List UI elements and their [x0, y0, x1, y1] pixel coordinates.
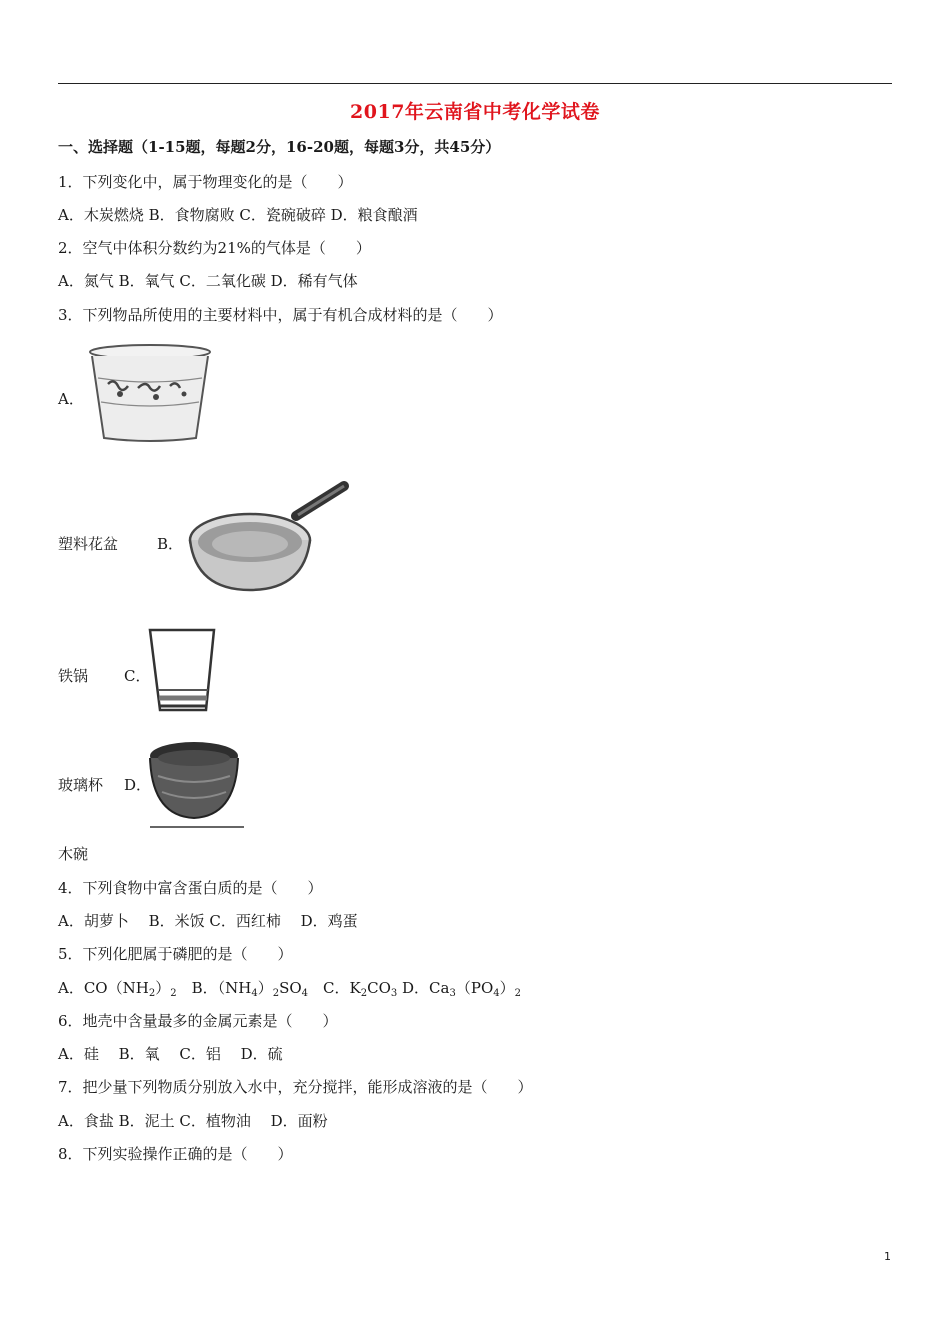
wok-image: [184, 478, 352, 596]
option-c-caption: 玻璃杯: [58, 776, 104, 794]
question-6-stem: 6．地壳中含量最多的金属元素是（ ）: [58, 1012, 338, 1030]
question-5-options: A．$CO(NH_2)_2$ B．$(NH_4)_2SO_4$ C．$K_2CO_3$ D．$Ca_3(PO_4)_2$: [58, 979, 522, 999]
page-title: 2017年云南省中考化学试卷: [350, 101, 600, 123]
question-7-options: A．食盐 B．泥土 C．植物油 D．面粉: [58, 1112, 328, 1130]
question-1-stem: 1．下列变化中，属于物理变化的是（ ）: [58, 173, 353, 191]
section-heading: 一、选择题（1-15题，每题2分，16-20题，每题3分，共45分）: [58, 138, 501, 156]
question-5-stem: 5．下列化肥属于磷肥的是（ ）: [58, 945, 293, 963]
question-7-stem: 7．把少量下列物质分别放入水中，充分搅拌，能形成溶液的是（ ）: [58, 1078, 533, 1096]
glass-cup-image: [146, 626, 220, 714]
question-2-stem: 2．空气中体积分数约为21%的气体是（ ）: [58, 239, 371, 257]
question-8-stem: 8．下列实验操作正确的是（ ）: [58, 1145, 293, 1163]
question-2-options: A．氮气 B．氧气 C．二氧化碳 D．稀有气体: [58, 272, 358, 290]
question-4-options: A．胡萝卜 B．米饭 C．西红柿 D．鸡蛋: [58, 912, 358, 930]
flower-pot-image: [86, 342, 214, 444]
option-a-caption: 塑料花盆: [58, 535, 119, 553]
option-a-label: A．: [58, 390, 84, 408]
question-3-stem: 3．下列物品所使用的主要材料中，属于有机合成材料的是（ ）: [58, 306, 503, 324]
option-b-label: B．: [157, 535, 184, 553]
question-6-options: A．硅 B．氧 C．铝 D．硫: [58, 1045, 283, 1063]
option-c-label: C．: [124, 667, 151, 685]
option-d-label: D．: [124, 776, 152, 794]
header-rule: [58, 83, 892, 84]
option-b-caption: 铁锅: [58, 667, 89, 685]
wooden-bowl-image: [146, 736, 246, 830]
page-number: 1: [884, 1250, 891, 1263]
question-1-options: A．木炭燃烧 B．食物腐败 C．瓷碗破碎 D．粮食酿酒: [58, 206, 418, 224]
question-4-stem: 4．下列食物中富含蛋白质的是（ ）: [58, 879, 323, 897]
option-d-caption: 木碗: [58, 845, 89, 863]
